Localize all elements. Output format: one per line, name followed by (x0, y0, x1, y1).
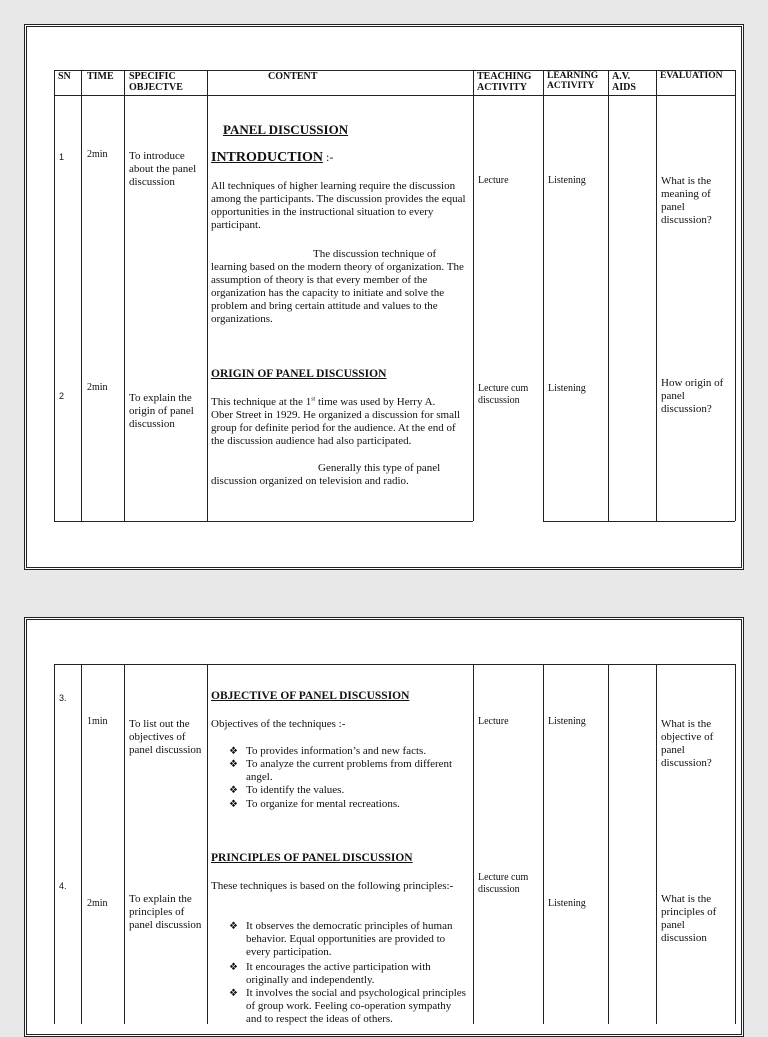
row-time: 2min (87, 898, 108, 909)
content-line (211, 396, 469, 409)
row-objective: To explain the principles of panel discussion (129, 893, 202, 931)
bullet-icon: ❖ (229, 759, 238, 770)
row-evaluation: What is the objective of panel discussion? (661, 718, 714, 769)
bullet-text: To provides information’s and new facts. (246, 745, 427, 757)
row-teaching: Lecture (478, 716, 509, 727)
bullet-icon: ❖ (229, 785, 238, 796)
content-paragraph-indent: The discussion technique of (313, 248, 437, 260)
row-evaluation: What is the meaning of panel discussion? (661, 175, 712, 226)
bullet-text: To analyze the current problems from different angel. (246, 758, 453, 783)
row-objective: To introduce about the panel discussion (129, 150, 197, 188)
content-title: PANEL DISCUSSION (223, 122, 349, 137)
bullet-item (229, 920, 468, 959)
content-paragraph: discussion organized on television and radio. (211, 475, 409, 487)
content-heading: PRINCIPLES OF PANEL DISCUSSION (211, 852, 413, 864)
row-teaching: Lecture (478, 175, 509, 186)
row-learning: Listening (548, 716, 586, 727)
header-objective-1: SPECIFIC (129, 71, 176, 82)
row-evaluation: How origin of panel discussion? (661, 377, 724, 415)
text-span: time was used by Herry A. (315, 396, 436, 408)
bullet-icon: ❖ (229, 962, 238, 973)
row-sn: 2 (59, 391, 65, 401)
bullet-item (229, 758, 468, 784)
content-intro: Objectives of the techniques :- (211, 718, 346, 730)
row-sn: 4. (59, 881, 67, 891)
row-learning: Listening (548, 175, 586, 186)
header-av-2: AIDS (612, 82, 636, 93)
superscript: st (311, 396, 316, 403)
header-sn: SN (58, 71, 71, 82)
row-time: 2min (87, 382, 108, 393)
content-paragraph: learning based on the modern theory of organization. The assumption of theory is that every member of the organization has the capacity to initiate and solve the problem and bring certain attitude and values to the organizations. (211, 261, 464, 325)
header-evaluation: EVALUATION (660, 71, 723, 81)
row-time: 2min (87, 149, 108, 160)
bullet-icon: ❖ (229, 799, 238, 810)
row-learning: Listening (548, 898, 586, 909)
content-paragraph: All techniques of higher learning require the discussion among the participants. The discussion provides the equal opportunities in the instructional situation to every participant. (211, 180, 466, 231)
row-teaching: Lecture cum discussion (478, 383, 529, 406)
header-objective-2: OBJECTVE (129, 82, 183, 93)
header-teaching-2: ACTIVITY (477, 82, 528, 93)
row-learning: Listening (548, 383, 586, 394)
bullet-text: It involves the social and psychological principles of group work. Feeling co-operation sympathy and to respect the ideas of others. (246, 987, 466, 1025)
header-teaching-1: TEACHING (477, 71, 532, 82)
content-intro: These techniques is based on the following principles:- (211, 880, 454, 892)
row-objective: To explain the origin of panel discussion (129, 392, 194, 430)
introduction-heading: INTRODUCTION (211, 150, 324, 165)
content-heading (211, 151, 333, 165)
bullet-text: To identify the values. (246, 784, 345, 796)
bullet-icon: ❖ (229, 921, 238, 932)
content-heading: OBJECTIVE OF PANEL DISCUSSION (211, 690, 410, 702)
header-time: TIME (87, 71, 114, 82)
header-av-1: A.V. (612, 71, 631, 82)
bullet-icon: ❖ (229, 988, 238, 999)
row-objective: To list out the objectives of panel discussion (129, 718, 202, 756)
heading-suffix: :- (323, 150, 334, 164)
row-evaluation: What is the principles of panel discussion (661, 893, 717, 944)
header-learning-2: ACTIVITY (547, 81, 595, 91)
bullet-text: It observes the democratic principles of human behavior. Equal opportunities are provided to every participation. (246, 920, 453, 958)
bullet-text: To organize for mental recreations. (246, 798, 400, 810)
bullet-item (229, 784, 468, 797)
header-content: CONTENT (268, 71, 318, 82)
bullet-text: It encourages the active participation with originally and independently. (246, 961, 431, 986)
bullet-item (229, 745, 468, 758)
bullet-item (229, 798, 468, 811)
row-teaching: Lecture cum discussion (478, 872, 529, 895)
row-time: 1min (87, 716, 108, 727)
row-sn: 3. (59, 693, 67, 703)
text-span: This technique at the 1 (211, 396, 312, 408)
bullet-item (229, 987, 468, 1026)
content-paragraph-indent: Generally this type of panel (318, 462, 441, 474)
header-learning-1: LEARNING (547, 71, 599, 81)
bullet-item (229, 961, 468, 987)
row-sn: 1 (59, 152, 65, 162)
content-paragraph: Ober Street in 1929. He organized a discussion for small group for definite period for the audience. At the end of the discussion audience had also participated. (211, 409, 461, 447)
content-heading: ORIGIN OF PANEL DISCUSSION (211, 368, 387, 380)
bullet-icon: ❖ (229, 746, 238, 757)
